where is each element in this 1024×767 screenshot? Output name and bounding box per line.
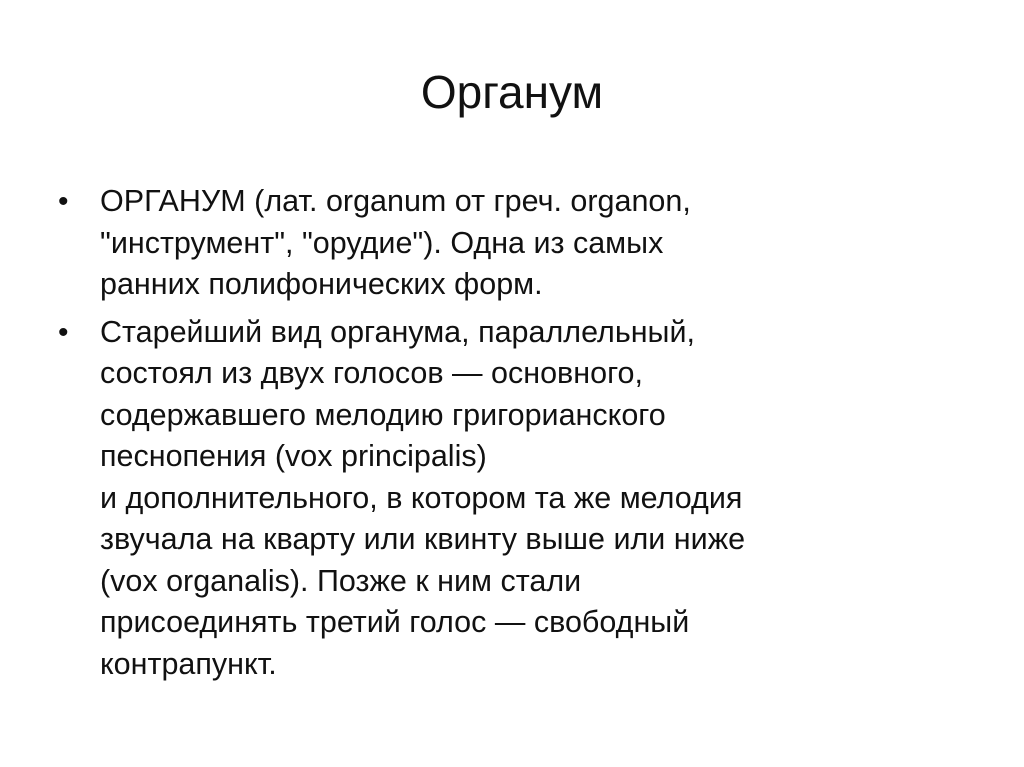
bullet-text-line: контрапункт.	[100, 646, 277, 681]
bullet-text-line: Старейший вид органума, параллельный,	[100, 314, 695, 349]
bullet-text-line: состоял из двух голосов — основного,	[100, 356, 643, 390]
bullet-text-line: "инструмент", "орудие"). Одна из самых	[100, 225, 664, 260]
bullet-list	[58, 181, 958, 691]
bullet-text-line: (vox organalis). Позже к ним стали	[100, 563, 582, 598]
bullet-icon: •	[58, 315, 69, 349]
bullet-icon: •	[58, 185, 69, 218]
bullet-text-line: и дополнительного, в котором та же мелодия	[100, 480, 743, 515]
bullet-text-line: ОРГАНУМ (лат. organum от греч. organon,	[100, 184, 691, 218]
slide-title: Органум	[420, 66, 604, 118]
bullet-text-line: присоединять третий голос — свободный	[100, 605, 690, 639]
bullet-text-line: содержавшего мелодию григорианского	[100, 397, 666, 432]
bullet-item-definition	[58, 181, 958, 306]
bullet-item-history	[58, 312, 958, 686]
bullet-text-line: ранних полифонических форм.	[100, 267, 543, 301]
bullet-text-line: звучала на кварту или квинту выше или ниже	[100, 522, 746, 556]
bullet-text-line: песнопения (vox principalis)	[100, 439, 487, 473]
